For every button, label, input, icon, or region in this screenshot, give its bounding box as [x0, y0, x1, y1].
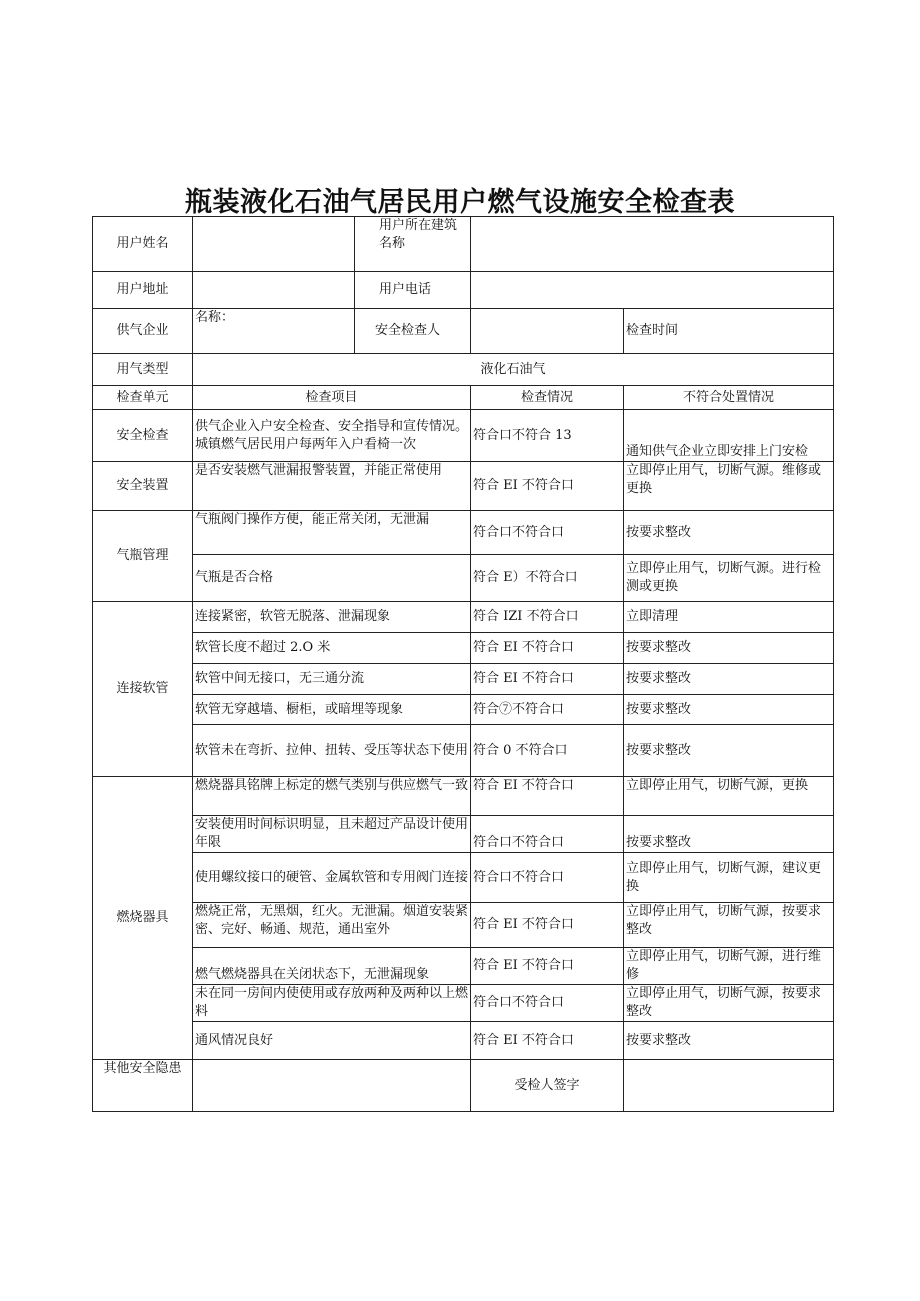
name-prefix: 名称：: [195, 310, 235, 325]
signature-label: 受检人签字: [471, 1060, 624, 1112]
check-status[interactable]: 符合⑦不符合口: [471, 695, 624, 725]
check-status[interactable]: 符合 IZI 不符合口: [471, 602, 624, 633]
check-item: 气瓶阀门操作方便，能正常关闭，无泄漏: [193, 511, 471, 555]
unit-safety-device: 安全装置: [93, 462, 193, 511]
check-status[interactable]: 符合 EI 不符合口: [471, 1022, 624, 1060]
check-item: 燃烧器具铭牌上标定的燃气类别与供应燃气一致: [193, 777, 471, 816]
check-action: 按要求整改: [624, 816, 834, 853]
check-item: 软管中间无接口，无三通分流: [193, 664, 471, 695]
signature-field[interactable]: [624, 1060, 834, 1112]
check-status[interactable]: 符合 EI 不符合口: [471, 462, 624, 511]
check-status[interactable]: 符合 0 不符合口: [471, 725, 624, 777]
check-status[interactable]: 符合 EI 不符合口: [471, 633, 624, 664]
check-action: 按要求整改: [624, 664, 834, 695]
check-item: 软管无穿越墙、橱柜，或暗埋等现象: [193, 695, 471, 725]
check-action: 立即停止用气，切断气源，按要求整改: [624, 985, 834, 1022]
check-action: 立即停止用气，切断气源。进行检测或更换: [624, 555, 834, 602]
user-phone-label: 用户电话: [355, 272, 471, 309]
unit-burner: 燃烧器具: [93, 777, 193, 1060]
check-action: 按要求整改: [624, 695, 834, 725]
inspect-time-cell[interactable]: [624, 309, 834, 354]
check-action: 按要求整改: [624, 633, 834, 664]
gas-type-label: 用气类型: [93, 354, 193, 386]
check-status[interactable]: 符合口不符合 13: [471, 410, 624, 462]
gas-type-value: 液化石油气: [193, 354, 834, 386]
other-hazards-field[interactable]: [193, 1060, 471, 1112]
check-item: 气瓶是否合格: [193, 555, 471, 602]
gas-company-name-field[interactable]: [193, 309, 355, 354]
check-status[interactable]: 符合 EI 不符合口: [471, 664, 624, 695]
inspect-time-label: 检查时间: [626, 323, 679, 338]
col-status-header: 检查情况: [471, 386, 624, 410]
user-address-label: 用户地址: [93, 272, 193, 309]
check-action: 立即停止用气，切断气源，建议更换: [624, 853, 834, 903]
inspector-field[interactable]: [471, 309, 624, 354]
check-action: 按要求整改: [624, 1022, 834, 1060]
unit-cylinder: 气瓶管理: [93, 511, 193, 602]
check-item: 通风情况良好: [193, 1022, 471, 1060]
check-status[interactable]: 符合口不符合口: [471, 985, 624, 1022]
check-status[interactable]: 符合 EI 不符合口: [471, 903, 624, 948]
check-item: 供气企业入户安全检查、安全指导和宣传情况。城镇燃气居民用户每两年入户看椅一次: [193, 410, 471, 462]
check-status[interactable]: 符合 E）不符合口: [471, 555, 624, 602]
check-action: 立即停止用气，切断气源，按要求整改: [624, 903, 834, 948]
check-action: 立即清理: [624, 602, 834, 633]
check-action: 立即停止用气，切断气源。维修或更换: [624, 462, 834, 511]
check-item: 连接紧密，软管无脱落、泄漏现象: [193, 602, 471, 633]
check-item: 是否安装燃气泄漏报警装置，并能正常使用: [193, 462, 471, 511]
check-item: 软管未在弯折、拉伸、扭转、受压等状态下使用: [193, 725, 471, 777]
user-phone-field[interactable]: [471, 272, 834, 309]
user-address-field[interactable]: [193, 272, 355, 309]
unit-hose: 连接软管: [93, 602, 193, 777]
check-item: 安装使用时间标识明显，且未超过产品设计使用年限: [193, 816, 471, 853]
user-name-field[interactable]: [193, 217, 355, 272]
form-title: 瓶装液化石油气居民用户燃气设施安全检查表: [185, 187, 735, 218]
check-action: 立即停止用气，切断气源，更换: [624, 777, 834, 816]
inspector-label: 安全检查人: [355, 309, 471, 354]
check-status[interactable]: 符合 EI 不符合口: [471, 948, 624, 985]
col-unit-header: 检查单元: [93, 386, 193, 410]
check-status[interactable]: 符合口不符合口: [471, 816, 624, 853]
check-action: 通知供气企业立即安排上门安检: [624, 410, 834, 462]
building-name-field[interactable]: [471, 217, 834, 272]
check-status[interactable]: 符合口不符合口: [471, 511, 624, 555]
check-item: 燃气燃烧器具在关闭状态下，无泄漏现象: [193, 948, 471, 985]
col-action-header: 不符合处置情况: [624, 386, 834, 410]
check-action: 按要求整改: [624, 725, 834, 777]
inspection-table: [92, 216, 834, 1112]
check-item: 使用螺纹接口的硬管、金属软管和专用阀门连接: [193, 853, 471, 903]
check-action: 立即停止用气，切断气源，进行维修: [624, 948, 834, 985]
check-item: 软管长度不超过 2.O 米: [193, 633, 471, 664]
check-item: 燃烧正常，无黑烟，红火。无泄漏。烟道安装紧密、完好、畅通、规范，通出室外: [193, 903, 471, 948]
unit-safety-check: 安全检查: [93, 410, 193, 462]
check-status[interactable]: 符合 EI 不符合口: [471, 777, 624, 816]
user-name-label: 用户姓名: [93, 217, 193, 272]
other-hazards-label: 其他安全隐患: [93, 1060, 193, 1112]
check-item: 未在同一房间内使使用或存放两种及两种以上燃料: [193, 985, 471, 1022]
check-status[interactable]: 符合口不符合口: [471, 853, 624, 903]
building-name-label: 用户所在建筑名称: [355, 217, 471, 272]
gas-company-label: 供气企业: [93, 309, 193, 354]
col-item-header: 检查项目: [193, 386, 471, 410]
check-action: 按要求整改: [624, 511, 834, 555]
